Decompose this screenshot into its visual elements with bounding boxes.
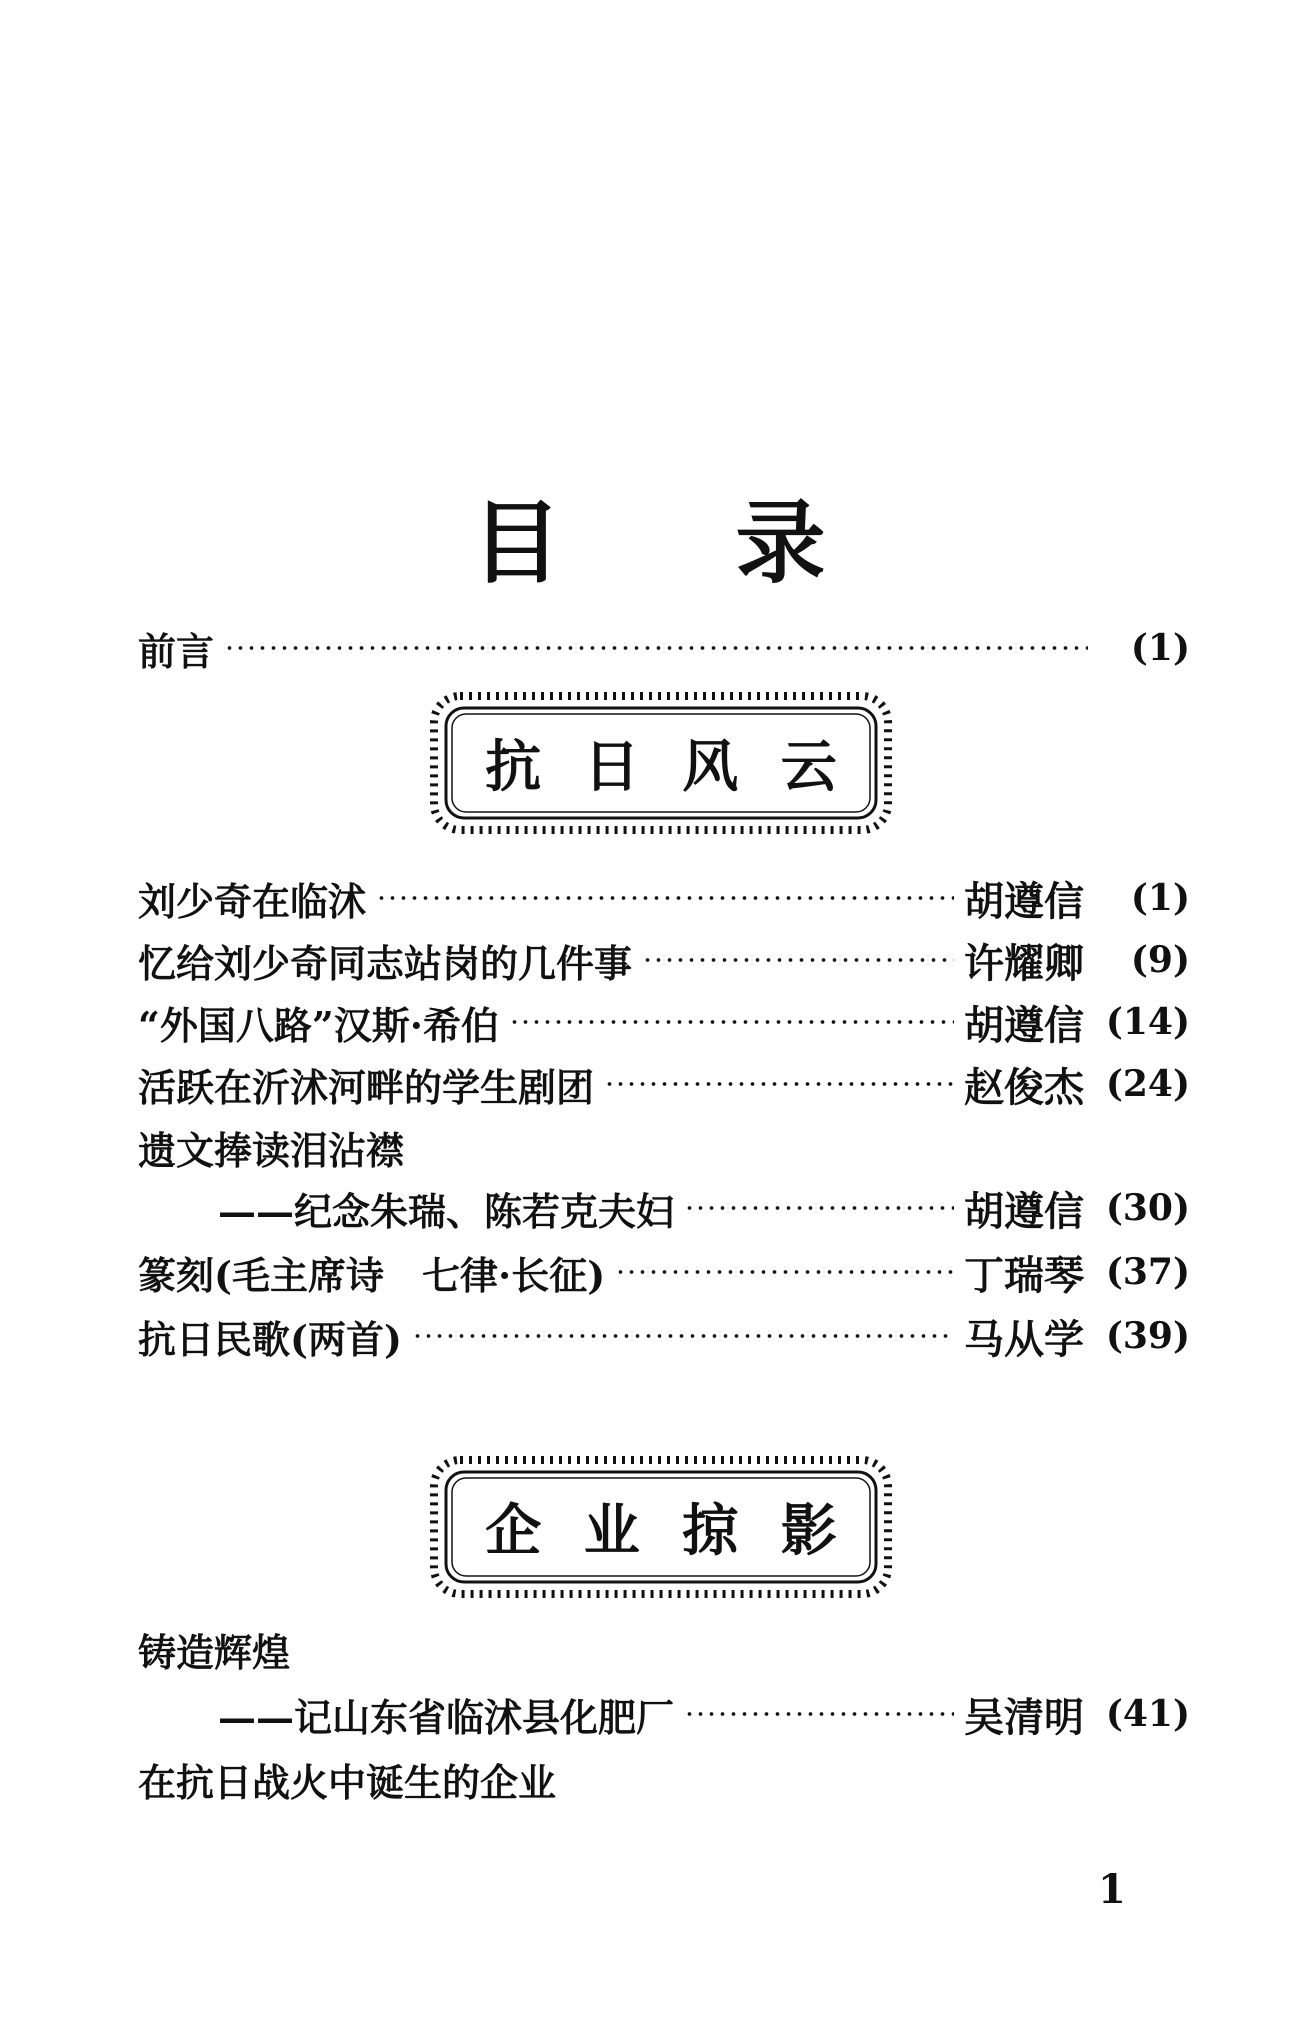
toc-entry[interactable] <box>138 1308 1190 1364</box>
entry-page: (1) <box>1130 627 1190 669</box>
heading-char: 风 <box>682 735 739 800</box>
toc-entry-title[interactable]: 在抗日战火中诞生的企业 <box>138 1760 557 1805</box>
section-banner <box>428 1454 894 1600</box>
toc-entry-title[interactable]: 遗文捧读泪沾襟 <box>138 1128 405 1173</box>
entry-page: (9) <box>1130 939 1190 981</box>
toc-entry[interactable] <box>138 1056 1190 1112</box>
dot-leader <box>684 1710 954 1718</box>
entry-page: (30) <box>1105 1187 1190 1229</box>
entry-author: 胡遵信 <box>964 1187 1084 1235</box>
entry-author: 胡遵信 <box>964 1001 1084 1049</box>
entry-title: 抗日民歌(两首) <box>138 1316 402 1362</box>
heading-char: 业 <box>583 1499 640 1564</box>
toc-entry[interactable] <box>218 1686 1190 1742</box>
entry-author: 许耀卿 <box>964 939 1084 987</box>
page-number: 1 <box>1098 1866 1126 1913</box>
entry-author: 吴清明 <box>964 1693 1084 1741</box>
page-title <box>0 470 1301 600</box>
section-heading <box>428 690 894 836</box>
entry-author: 胡遵信 <box>964 877 1084 925</box>
heading-char: 掠 <box>682 1499 739 1564</box>
dot-leader <box>615 1268 954 1276</box>
entry-page: (14) <box>1105 1001 1190 1043</box>
entry-title: 忆给刘少奇同志站岗的几件事 <box>138 940 633 986</box>
heading-char: 日 <box>583 735 640 800</box>
entry-title: 篆刻(毛主席诗 七律·长征) <box>138 1252 606 1298</box>
title-char: 录 <box>735 491 830 596</box>
entry-author: 丁瑞琴 <box>964 1251 1084 1299</box>
entry-title: “外国八路”汉斯·希伯 <box>138 1002 499 1048</box>
section-heading <box>428 1454 894 1600</box>
dot-leader <box>642 956 954 964</box>
toc-entry[interactable] <box>218 1180 1190 1236</box>
dot-leader <box>604 1080 954 1088</box>
title-char: 目 <box>471 491 566 596</box>
entry-author: 赵俊杰 <box>964 1063 1084 1111</box>
toc-entry[interactable] <box>138 870 1190 926</box>
dot-leader <box>412 1332 954 1340</box>
heading-char: 云 <box>780 735 837 800</box>
entry-title: 刘少奇在临沭 <box>138 878 367 924</box>
section-banner <box>428 690 894 836</box>
entry-page: (24) <box>1105 1063 1190 1105</box>
heading-char: 影 <box>780 1499 837 1564</box>
toc-entry-preface[interactable] <box>138 620 1190 676</box>
heading-char: 企 <box>485 1499 542 1564</box>
entry-author: 马从学 <box>964 1315 1084 1363</box>
toc-entry[interactable] <box>138 994 1190 1050</box>
heading-char: 抗 <box>485 735 542 800</box>
entry-subtitle: ——记山东省临沭县化肥厂 <box>218 1694 675 1740</box>
toc-entry[interactable] <box>138 932 1190 988</box>
entry-page: (1) <box>1130 877 1190 919</box>
entry-page: (37) <box>1105 1251 1190 1293</box>
entry-page: (41) <box>1105 1693 1190 1735</box>
entry-page: (39) <box>1105 1315 1190 1357</box>
entry-subtitle: ——纪念朱瑞、陈若克夫妇 <box>218 1188 675 1234</box>
toc-entry[interactable] <box>138 1244 1190 1300</box>
dot-leader <box>376 894 954 902</box>
entry-title: 活跃在沂沭河畔的学生剧团 <box>138 1064 595 1110</box>
dot-leader <box>684 1204 954 1212</box>
toc-entry-title[interactable]: 铸造辉煌 <box>138 1630 291 1675</box>
dot-leader <box>224 644 1088 652</box>
entry-title: 前言 <box>138 628 215 674</box>
dot-leader <box>509 1018 954 1026</box>
